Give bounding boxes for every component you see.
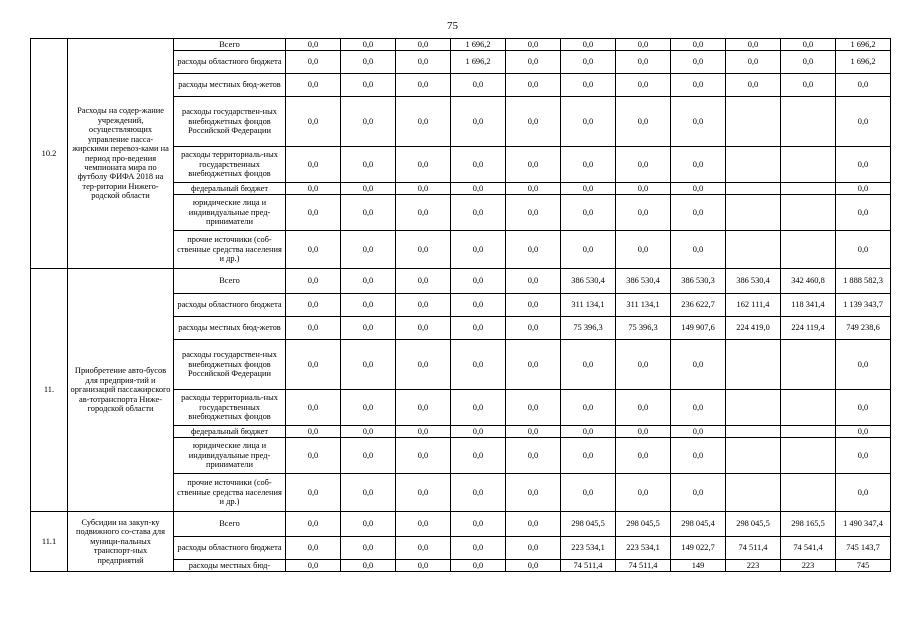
value-cell: 0,0 [561,183,616,195]
value-cell: 0,0 [341,512,396,537]
funding-source: расходы областного бюджета [174,294,286,317]
value-cell: 74 541,4 [781,537,836,560]
table-row [31,512,891,537]
value-cell: 0,0 [836,74,891,97]
value-cell: 0,0 [396,147,451,183]
funding-source: юридические лица и индивидуальные пред-приниматели [174,438,286,474]
value-cell: 1 696,2 [836,39,891,51]
value-cell: 223 [726,560,781,572]
value-cell: 342 460,8 [781,269,836,294]
value-cell: 0,0 [561,426,616,438]
value-cell [726,147,781,183]
activity-name: Приобретение авто-бусов для предприя-тий и организаций пассажирского ав-тотранспорта Ниже-городской области [68,269,174,512]
value-cell: 0,0 [506,195,561,231]
value-cell: 0,0 [506,51,561,74]
value-cell: 386 530,4 [561,269,616,294]
value-cell [781,97,836,147]
value-cell: 745 [836,560,891,572]
value-cell: 0,0 [506,97,561,147]
value-cell: 74 511,4 [726,537,781,560]
value-cell: 298 165,5 [781,512,836,537]
funding-source: расходы местных бюд-жетов [174,317,286,340]
value-cell: 0,0 [506,183,561,195]
funding-source: прочие источники (соб-ственные средства населения и др.) [174,474,286,512]
value-cell: 75 396,3 [616,317,671,340]
value-cell: 0,0 [451,183,506,195]
value-cell: 0,0 [341,317,396,340]
value-cell: 74 511,4 [561,560,616,572]
value-cell: 0,0 [671,474,726,512]
value-cell [726,438,781,474]
value-cell: 0,0 [561,51,616,74]
funding-source: федеральный бюджет [174,426,286,438]
value-cell: 0,0 [671,97,726,147]
value-cell: 0,0 [451,97,506,147]
funding-source: Всего [174,39,286,51]
value-cell: 0,0 [451,537,506,560]
value-cell: 0,0 [341,97,396,147]
funding-source: прочие источники (соб-ственные средства населения и др.) [174,231,286,269]
value-cell: 0,0 [286,195,341,231]
value-cell: 0,0 [836,474,891,512]
value-cell: 386 530,4 [726,269,781,294]
value-cell: 0,0 [341,340,396,390]
funding-source: расходы территориаль-ных государственных внебюджетных фондов [174,147,286,183]
value-cell: 0,0 [506,294,561,317]
funding-source: расходы областного бюджета [174,537,286,560]
value-cell: 149 022,7 [671,537,726,560]
value-cell: 0,0 [396,426,451,438]
value-cell: 0,0 [341,39,396,51]
value-cell [726,426,781,438]
value-cell: 0,0 [561,390,616,426]
value-cell: 0,0 [341,294,396,317]
value-cell: 0,0 [836,438,891,474]
value-cell: 1 139 343,7 [836,294,891,317]
value-cell: 0,0 [286,537,341,560]
value-cell: 0,0 [286,183,341,195]
value-cell: 311 134,1 [561,294,616,317]
funding-source: юридические лица и индивидуальные пред-приниматели [174,195,286,231]
value-cell: 118 341,4 [781,294,836,317]
value-cell [726,474,781,512]
funding-source: федеральный бюджет [174,183,286,195]
value-cell: 0,0 [616,51,671,74]
value-cell: 0,0 [396,74,451,97]
value-cell: 0,0 [286,147,341,183]
funding-source: Всего [174,512,286,537]
value-cell: 298 045,4 [671,512,726,537]
budget-table [30,38,891,572]
value-cell: 0,0 [396,39,451,51]
value-cell: 0,0 [341,231,396,269]
value-cell: 0,0 [396,512,451,537]
value-cell: 0,0 [506,39,561,51]
value-cell: 0,0 [451,195,506,231]
value-cell: 0,0 [781,74,836,97]
value-cell: 0,0 [836,195,891,231]
value-cell: 0,0 [286,39,341,51]
funding-source: расходы территориаль-ных государственных внебюджетных фондов [174,390,286,426]
value-cell [726,390,781,426]
value-cell: 0,0 [396,317,451,340]
value-cell: 0,0 [671,195,726,231]
value-cell [781,183,836,195]
value-cell [726,97,781,147]
value-cell: 223 534,1 [616,537,671,560]
value-cell: 0,0 [396,231,451,269]
value-cell: 298 045,5 [616,512,671,537]
value-cell: 0,0 [341,438,396,474]
value-cell: 0,0 [616,183,671,195]
value-cell: 298 045,5 [726,512,781,537]
value-cell: 0,0 [286,438,341,474]
value-cell: 224 119,4 [781,317,836,340]
value-cell: 0,0 [286,512,341,537]
value-cell: 0,0 [286,560,341,572]
funding-source: расходы областного бюджета [174,51,286,74]
value-cell: 0,0 [451,269,506,294]
value-cell: 0,0 [561,231,616,269]
value-cell: 0,0 [616,74,671,97]
funding-source: расходы государствен-ных внебюджетных фондов Российской Федерации [174,340,286,390]
value-cell: 0,0 [451,340,506,390]
value-cell: 0,0 [341,74,396,97]
value-cell: 0,0 [341,426,396,438]
value-cell: 0,0 [671,39,726,51]
value-cell: 386 530,4 [616,269,671,294]
value-cell: 0,0 [451,390,506,426]
value-cell: 0,0 [561,474,616,512]
value-cell: 0,0 [506,438,561,474]
value-cell: 0,0 [396,474,451,512]
value-cell: 0,0 [671,183,726,195]
value-cell: 0,0 [671,340,726,390]
value-cell: 0,0 [396,537,451,560]
value-cell: 0,0 [781,51,836,74]
value-cell: 749 238,6 [836,317,891,340]
value-cell: 0,0 [341,147,396,183]
value-cell: 0,0 [561,39,616,51]
value-cell: 0,0 [451,147,506,183]
value-cell: 0,0 [341,474,396,512]
row-code: 11.1 [31,512,68,572]
value-cell: 0,0 [726,39,781,51]
funding-source: Всего [174,269,286,294]
value-cell: 0,0 [726,51,781,74]
value-cell: 0,0 [451,512,506,537]
value-cell [726,231,781,269]
value-cell: 0,0 [671,390,726,426]
value-cell: 224 419,0 [726,317,781,340]
value-cell: 0,0 [341,183,396,195]
value-cell: 0,0 [396,51,451,74]
value-cell: 0,0 [506,147,561,183]
value-cell: 0,0 [396,294,451,317]
value-cell: 0,0 [561,438,616,474]
value-cell: 0,0 [561,97,616,147]
table-row [31,269,891,294]
value-cell [781,231,836,269]
value-cell: 0,0 [506,390,561,426]
value-cell: 0,0 [836,231,891,269]
value-cell: 0,0 [286,294,341,317]
value-cell: 149 907,6 [671,317,726,340]
value-cell: 311 134,1 [616,294,671,317]
value-cell: 0,0 [506,512,561,537]
value-cell: 1 696,2 [451,39,506,51]
value-cell: 0,0 [451,560,506,572]
value-cell: 0,0 [671,438,726,474]
value-cell: 0,0 [396,97,451,147]
value-cell: 0,0 [396,438,451,474]
value-cell [781,426,836,438]
row-code: 11. [31,269,68,512]
funding-source: расходы местных бюд- [174,560,286,572]
value-cell: 0,0 [616,474,671,512]
value-cell: 0,0 [561,147,616,183]
value-cell: 0,0 [616,340,671,390]
value-cell: 0,0 [616,147,671,183]
funding-source: расходы местных бюд-жетов [174,74,286,97]
value-cell [781,390,836,426]
value-cell: 0,0 [341,51,396,74]
value-cell: 1 490 347,4 [836,512,891,537]
value-cell [781,147,836,183]
value-cell [726,195,781,231]
value-cell: 223 534,1 [561,537,616,560]
value-cell: 74 511,4 [616,560,671,572]
value-cell: 0,0 [671,74,726,97]
value-cell: 0,0 [451,317,506,340]
value-cell: 0,0 [616,390,671,426]
value-cell: 0,0 [396,183,451,195]
value-cell: 0,0 [506,269,561,294]
value-cell: 0,0 [616,97,671,147]
value-cell: 1 696,2 [836,51,891,74]
value-cell: 0,0 [286,340,341,390]
activity-name: Субсидии на закуп-ку подвижного со-става для муници-пальных транспорт-ных предприятий [68,512,174,572]
value-cell: 0,0 [396,390,451,426]
value-cell: 0,0 [286,317,341,340]
value-cell: 0,0 [451,474,506,512]
value-cell: 745 143,7 [836,537,891,560]
value-cell: 0,0 [341,269,396,294]
value-cell: 0,0 [341,560,396,572]
value-cell: 0,0 [726,74,781,97]
value-cell [726,340,781,390]
value-cell: 0,0 [341,537,396,560]
value-cell: 0,0 [671,51,726,74]
row-code: 10.2 [31,39,68,269]
value-cell: 0,0 [451,74,506,97]
value-cell: 298 045,5 [561,512,616,537]
value-cell: 0,0 [451,231,506,269]
value-cell [781,195,836,231]
value-cell: 0,0 [506,474,561,512]
value-cell: 0,0 [781,39,836,51]
value-cell: 0,0 [451,426,506,438]
value-cell: 0,0 [671,426,726,438]
value-cell: 0,0 [286,474,341,512]
value-cell: 0,0 [836,390,891,426]
value-cell: 0,0 [286,269,341,294]
table-row [31,39,891,51]
value-cell: 0,0 [561,340,616,390]
value-cell [781,474,836,512]
value-cell: 0,0 [616,426,671,438]
value-cell: 0,0 [836,426,891,438]
value-cell: 236 622,7 [671,294,726,317]
value-cell: 1 888 582,3 [836,269,891,294]
value-cell [781,438,836,474]
value-cell: 0,0 [286,390,341,426]
value-cell: 0,0 [451,294,506,317]
value-cell: 0,0 [671,147,726,183]
value-cell: 0,0 [506,74,561,97]
funding-source: расходы государствен-ных внебюджетных фондов Российской Федерации [174,97,286,147]
value-cell: 75 396,3 [561,317,616,340]
value-cell: 386 530,3 [671,269,726,294]
value-cell: 0,0 [286,74,341,97]
value-cell: 0,0 [836,340,891,390]
value-cell: 0,0 [616,195,671,231]
value-cell: 0,0 [671,231,726,269]
value-cell: 0,0 [616,39,671,51]
value-cell: 0,0 [836,147,891,183]
value-cell: 0,0 [286,231,341,269]
page-number: 75 [447,20,458,32]
value-cell: 0,0 [396,560,451,572]
value-cell: 0,0 [836,97,891,147]
value-cell: 0,0 [396,340,451,390]
value-cell: 0,0 [561,195,616,231]
value-cell: 0,0 [286,51,341,74]
value-cell: 0,0 [506,537,561,560]
value-cell: 0,0 [506,231,561,269]
value-cell: 0,0 [616,231,671,269]
value-cell [726,183,781,195]
value-cell: 0,0 [286,426,341,438]
value-cell: 0,0 [451,438,506,474]
value-cell: 0,0 [506,317,561,340]
value-cell: 1 696,2 [451,51,506,74]
value-cell: 0,0 [341,390,396,426]
activity-name: Расходы на содер-жание учреждений, осуществляющих управление пасса-жирскими перевоз-ками на период про-ведения чемпионата мира по футболу ФИФА 2018 на тер-ритории Нижего-родской области [68,39,174,269]
value-cell: 0,0 [396,269,451,294]
value-cell: 0,0 [396,195,451,231]
value-cell [781,340,836,390]
value-cell: 0,0 [506,340,561,390]
value-cell: 0,0 [506,426,561,438]
value-cell: 0,0 [836,183,891,195]
value-cell: 0,0 [616,438,671,474]
value-cell: 0,0 [286,97,341,147]
value-cell: 149 [671,560,726,572]
value-cell: 162 111,4 [726,294,781,317]
value-cell: 0,0 [506,560,561,572]
value-cell: 223 [781,560,836,572]
value-cell: 0,0 [561,74,616,97]
value-cell: 0,0 [341,195,396,231]
